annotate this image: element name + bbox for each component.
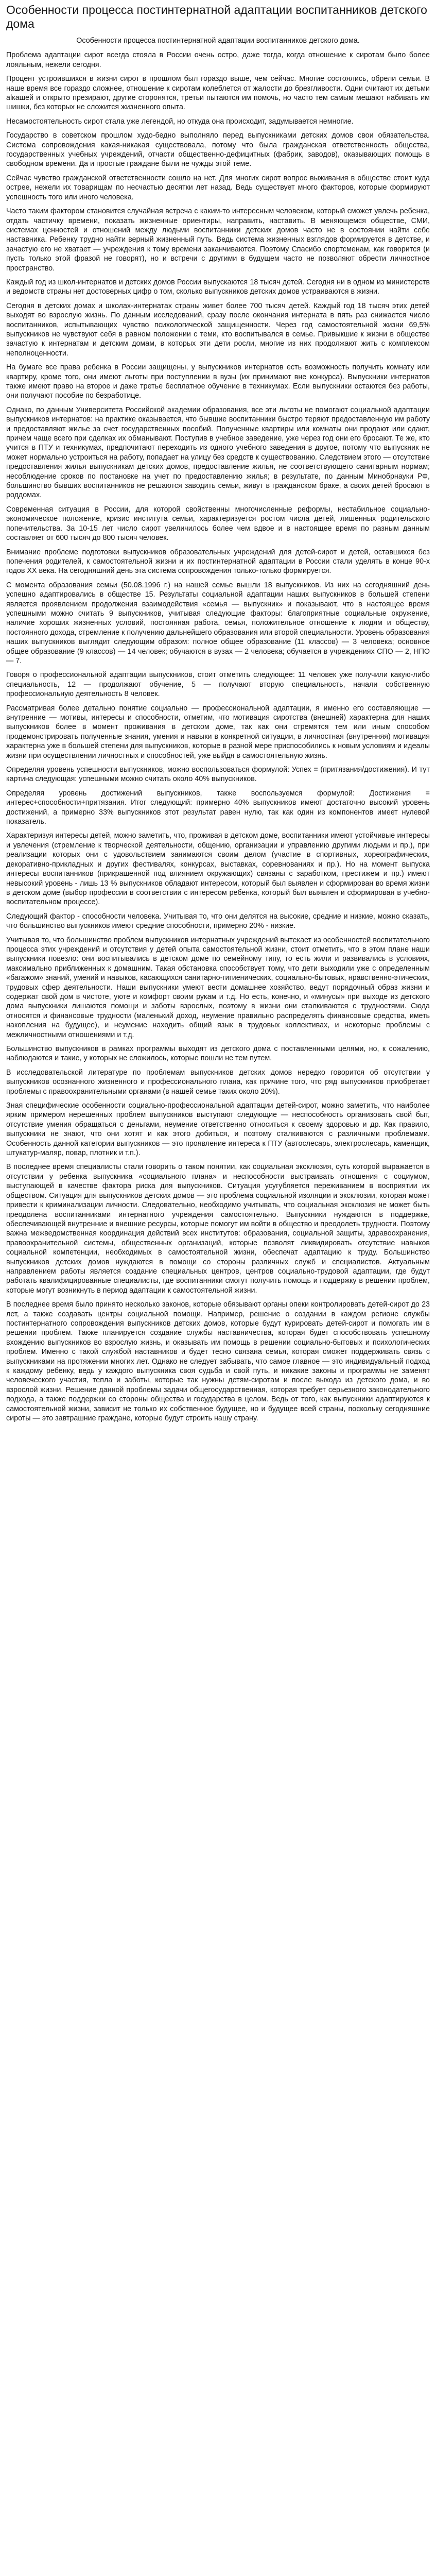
article-paragraph: Процент устроившихся в жизни сирот в прошлом был гораздо выше, чем сейчас. Многие состоялись, обрели семьи. В наше время все гораздо сложнее, отношение к сиротам колеблется от жалости до брезгливости. Одни считают их детьми alкашей и открыто презирают, другие сторонятся, третьи пытаются им помочь, но часто тем самым мешают набивать им шишки, без которых не сложится жизненного опыта. <box>6 75 430 112</box>
page-title: Особенности процесса постинтернатной адаптации воспитанников детского дома <box>6 3 427 30</box>
article-paragraph: Часто таким фактором становится случайная встреча с каким-то интересным человеком, который сможет увлечь ребенка, отдать частичку времени, показать жизненные ориентиры, направить, наставить. В меняющемся обществе, СМИ, системах ценностей и отношений между людьми воспитанники детских домов часто не в состоянии найти себе наставника. Ребенку трудно найти верный жизненный путь. Ведь система жизненных взглядов формируется в детстве, и зачастую его не хватает — учреждения к тому времени заканчиваются. Поэтому Спасибо спортсменам, как говорится (и пусть только этой фразой не говорят), но и встречи с другими в будущем часто не позволяют обрести личностное пространство. <box>6 207 430 273</box>
article-paragraph: Характеризуя интересы детей, можно заметить, что, проживая в детском доме, воспитанники имеют устойчивые интересы и увлечения (стремление к творческой деятельности, общению, организации и управлению другими людьми и пр.), при реализации которых они с удовольствием занимаются своим делом (участие в спортивных, хореографических, декоративно-прикладных и других фестивалях, конкурсах, выставках, соревнованиях и пр.). Но на момент выпуска интересы воспитанников (прикрашенной под влиянием окружающих) связаны с заработком, престижем и пр.) имеют невысокий уровень - лишь 13 % выпускников обладают интересом, который был выявлен и сформирован во время жизни в детском доме (выбор профессии в соответствии с интересом ребенка, который был выявлен и сформирован в учебно-воспитательном процессе). <box>6 832 430 907</box>
article-paragraph: Современная ситуация в России, для которой свойственны многочисленные реформы, нестабильное социально-экономическое положение, кризис института семьи, характеризуется ростом числа детей, лишенных родительского попечительства. За 10-15 лет число сирот увеличилось более чем вдвое и в настоящее время по разным данным составляет от 600 тысяч до 800 тысяч человек. <box>6 505 430 543</box>
article-subtitle: Особенности процесса постинтернатной адаптации воспитанников детского дома. <box>76 37 360 45</box>
article-paragraph: Говоря о профессиональной адаптации выпускников, стоит отметить следующее: 11 человек уже получили какую-либо специальность, 12 — продолжают обучение, 5 — получают вторую специальность, начали собственную профессиональную деятельность 8 человек. <box>6 671 430 699</box>
article-paragraph: Каждый год из школ-интернатов и детских домов России выпускаются 18 тысяч детей. Сегодня ни в одном из министерств и ведомств страны нет достоверных цифр о том, сколько выпускников детских домов устраиваются в жизни. <box>6 278 430 296</box>
article-paragraph: Несамостоятельность сирот стала уже легендой, но откуда она происходит, задумывается немногие. <box>6 117 354 126</box>
article-body <box>6 36 430 1423</box>
article-paragraph: Рассматривая более детально понятие социально — профессиональной адаптации, я именно его составляющие — внутренние — мотивы, интересы и способности, отметим, что мотивация сиротства (внешней) характерна для наших выпускников более в момент проживания в детском доме, так как они стремятся тем или иным способом продемонстрировать полученные знания, умения и навыки в конкретной ситуации, в личностная (внутренняя) мотивация характерна уже в большей степени для выпускников, которые в разной мере приспособились к новым условиям и идеалы жизни при осуществлении личностных и способностей, уже выйдя в самостоятельную жизнь. <box>6 704 430 760</box>
paragraph-list <box>6 50 430 1423</box>
article-paragraph: С момента образования семьи (50.08.1996 г.) на нашей семье вышли 18 выпускников. Из них на сегодняшний день успешно адаптировались в обществе 15. Результаты социальной адаптации наших выпускников в большей степени является проявлением продолжения взаимодействия «семья — выпускник» и показывают, что в настоящее время успешными можно считать 9 выпускников, учитывая следующие факторы: благоприятные социальные окружение, наличие хороших жизненных условий, постоянная работа, семья, положительное отношение к людям и обществу, постоянного дохода, стремление к получению дальнейшего образования или второй специальности. Уровень образования наших выпускников выглядит следующим образом: полное общее образование (11 классов) — 3 человека; основное общее образование (9 классов) — 14 человек; обучаются в вузах — 2 человека; обучается в учреждениях СПО — 2, НПО — 7. <box>6 581 430 665</box>
article-paragraph: Определяя уровень достижений выпускников, также воспользуемся формулой: Достижения = интерес+способности+притязания. Итог следующий: примерно 40% выпускников имеют достаточно высокий уровень достижений, а примерно 33% выпускников этот результат равен нулю, так как один из компонентов имеет нулевой показатель. <box>6 789 430 826</box>
article-paragraph: Сегодня в детских домах и школах-интернатах страны живет более 700 тысяч детей. Каждый год 18 тысяч этих детей выходят во взрослую жизнь. По данным исследований, сразу после окончания интерната в пять раз снижается число воспитанников, испытывающих чувство психологической защищенности. Через год самостоятельной жизни 69,5% выпускников не чувствуют себя в равном положении с теми, кто воспитывался в семье. Привыкшие к жизни в обществе зачастую к интернатам и детским домам, в которых эти дети росли, многие из них продолжают жить с комплексом неполноценности. <box>6 301 430 358</box>
article-paragraph: Сейчас чувство гражданской ответственности сошло на нет. Для многих сирот вопрос выживания в обществе стоит куда острее, нежели их товарищам по несчастью десятки лет назад. Ведь существует много факторов, которые формируют успешность того или иного человека. <box>6 174 430 201</box>
article-paragraph: В последнее время специалисты стали говорить о таком понятии, как социальная эксклюзия, суть которой выражается в отсутствии у ребенка выпускника «социального плана» и неспособности выстраивать отношения с социумом, выступающей в качестве фактора риска для выпускников. Ситуация усугубляется переживанием в восприятии их обществом. Ситуация для выпускников детских домов — это проблема социальной изоляции и эксклюзии, которая может привести к криминализации личности. Следовательно, необходимо учитывать, что социальная эксклюзия не может быть преодолена воспитанниками интернатного учреждения самостоятельно. Выпускники нуждаются в поддержке, обеспечивающей внутренние и внешние ресурсы, которые помогут им войти в общество и преодолеть трудности. Поэтому важна межведомственная координация действий всех институтов: образования, социальной защиты, здравоохранения, правоохранительной системы, общественных организаций, которые позволят ликвидировать отсутствие навыков социальной компетенции, необходимых в самостоятельной жизни, обеспечат адаптацию к труду. Большинство выпускников детских домов нуждаются в помощи со стороны различных служб и специалистов. Актуальным направлением работы является создание специальных центров, центров социально-трудовой адаптации, где будут работать квалифицированные специалисты, где воспитанники смогут получить помощь и поддержку в решении проблем, которые могут возникнуть в период адаптации к самостоятельной жизни. <box>6 1163 430 1295</box>
article-paragraph: Однако, по данным Университета Российской академии образования, все эти льготы не помогают социальной адаптации выпускников интернатов: на практике оказывается, что бывшие воспитанники быстро теряют предоставленную им работу и предоставляют жилье за счет государственных пособий. Полученные квартиры или комнаты они продают или сдают, причем чаще всего при сделках их обманывают. Поступив в учебное заведение, уже через год они его бросают. Те же, кто учится в ПТУ и техникумах, предпочитают переходить из одного учебного заведения в другое, потому что выпускник не может нормально устроиться на работу, попадает на улицу без средств к существованию. Следствием этого — отсутствие предоставления жилья выпускникам детских домов, предоставление жилья, не соответствующего санитарным нормам; несоблюдение сроков по постановке на учет по предоставлению жилья; в результате, по данным Минобрнауки РФ, большинство бывших воспитанников не решаются заводить семьи, живут в гражданском браке, а своих детей бросают в роддомах. <box>6 405 430 500</box>
article-paragraph: На бумаге все права ребенка в России защищены, у выпускников интернатов есть возможность получить комнату или квартиру, кроме того, они имеют льготы при поступлении в вузы (их принимают вне конкурса). Выпускники интернатов также имеют право на второе и даже третье бесплатное обучение в техникумах. Если выпускники остаются без работы, они получают пособие по безработице. <box>6 363 430 400</box>
article-paragraph: Проблема адаптации сирот всегда стояла в России очень остро, даже тогда, когда отношение к сиротам было более лояльным, нежели сегодня. <box>6 51 430 69</box>
article-paragraph: Большинство выпускников в рамках программы выходят из детского дома с поставленными целями, но, к сожалению, наблюдаются и такие, у которых не сложилось, которые пошли не тем путем. <box>6 1045 430 1063</box>
article-paragraph: Внимание проблеме подготовки выпускников образовательных учреждений для детей-сирот и детей, оставшихся без попечения родителей, к самостоятельной жизни и их постинтернатной адаптации в России стали уделять в конце 90-х годов XX века. На сегодняшний день эта система сопровождения только-только формируется. <box>6 548 430 575</box>
article-paragraph: Следующий фактор - способности человека. Учитывая то, что они делятся на высокие, средние и низкие, можно сказать, что большинство выпускников имеют средние способности, примерно 20% - низкие. <box>6 912 430 930</box>
article-paragraph: Определяя уровень успешности выпускников, можно воспользоваться формулой: Успех = (притязания/достижения). И тут картина следующая: успешными можно считать около 40% выпускников. <box>6 766 430 784</box>
article-paragraph: В последнее время было принято несколько законов, которые обязывают органы опеки контролировать детей-сирот до 23 лет, а также создавать центры социальной помощи. Например, решение о создании в каждом регионе службы постинтернатного сопровождения выпускников детских домов, которые будут курировать детей-сирот и помогать им в решении проблем. Также планируется создание службы наставничества, которая будет способствовать успешному вхождению выпускников во взрослую жизнь, и оказывать им помощь в решении социально-бытовых и психологических проблем. Именно с такой службой наставников и будет тесно связана семья, которая сможет поддерживать связь с выпускниками на протяжении многих лет. Однако не следует забывать, что самое главное — это индивидуальный подход к каждому ребенку, ведь у каждого выпускника своя судьба и свой путь, и никакие законы и программы не заменят человеческого участия, тепла и заботы, которые так нужны детям-сиротам и после выхода из детского дома, и во взрослой жизни. Решение данной проблемы задачи общегосударственная, которая требует серьезного законодательного подхода, а также поддержки со стороны общества и государства в целом. Ведь от того, как выпускники адаптируются к самостоятельной жизни, зависит не только их собственное будущее, но и будущее всей страны, поскольку сегодняшние сироты — это завтрашние граждане, которые будут строить нашу страну. <box>6 1300 430 1423</box>
article-paragraph: В исследовательской литературе по проблемам выпускников детских домов нередко говорится об отсутствии у выпускников осознанного жизненного и профессионального плана, как причине того, что ряд выпускников приобретает проблемы с правоохранительными органами (в нашей семье таких около 20%). <box>6 1068 430 1096</box>
article-paragraph: Государство в советском прошлом худо-бедно выполняло перед выпускниками детских домов свои обязательства. Система сопровождения какая-никакая существовала, потому что была гражданская ответственность общества, государственных учебных учреждений, отчасти общественно-дефицитных (фабрик, заводов), оказывающих помощь в свободном времени. Да и простые граждане были не чужды этой теме. <box>6 131 430 168</box>
article-paragraph: Учитывая то, что большинство проблем выпускников интернатных учреждений вытекает из особенностей воспитательного процесса этих учреждений и отсутствия у детей опыта самостоятельной жизни, стоит отметить, что в этом плане наши выпускники повезло: они воспитывались в детском доме по семейному типу, то есть жили и развивались в условиях, максимально приближенных к домашним. Такая обстановка способствует тому, что дети выходили уже с определенным «багажом» знаний, умений и навыков, касающихся санитарно-гигиенических, социально-бытовых, нравственно-этических, трудовых сфер деятельности. Наши выпускники умеют вести домашнее хозяйство, ведут порядочный образ жизни и содержат свой дом в чистоте, уюте и комфорт своим рукам и т.д. Но есть, конечно, и «минусы» при выходе из детского дома выпускники лишаются помощи и заботы взрослых, поэтому в жизни они сталкиваются с трудностями. Сюда относятся и финансовые трудности (маленький доход, неумение правильно распределять финансовые средства, иметь накопления на будущее), и неумение находить общий язык в трудовых коллективах, и некоторые проблемы с межличностными отношениями и т.д. <box>6 936 430 1039</box>
article-paragraph: Зная специфические особенности социально-профессиональной адаптации детей-сирот, можно заметить, что наиболее ярким примером нерешенных проблем выпускников выступают следующие — неспособность организовать свой быт, отсутствие умения обращаться с деньгами, неумение ответственно относиться к своему здоровью и др. Как правило, выпускники не знают, что они хотят и как этого добиться, и поэтому сталкиваются с различными проблемами. Особенность данной категории выпускников — это проявление интереса к ПТУ (автослесарь, электрослесарь, каменщик, штукатур-маляр, повар, плотник и т.п.). <box>6 1101 430 1158</box>
